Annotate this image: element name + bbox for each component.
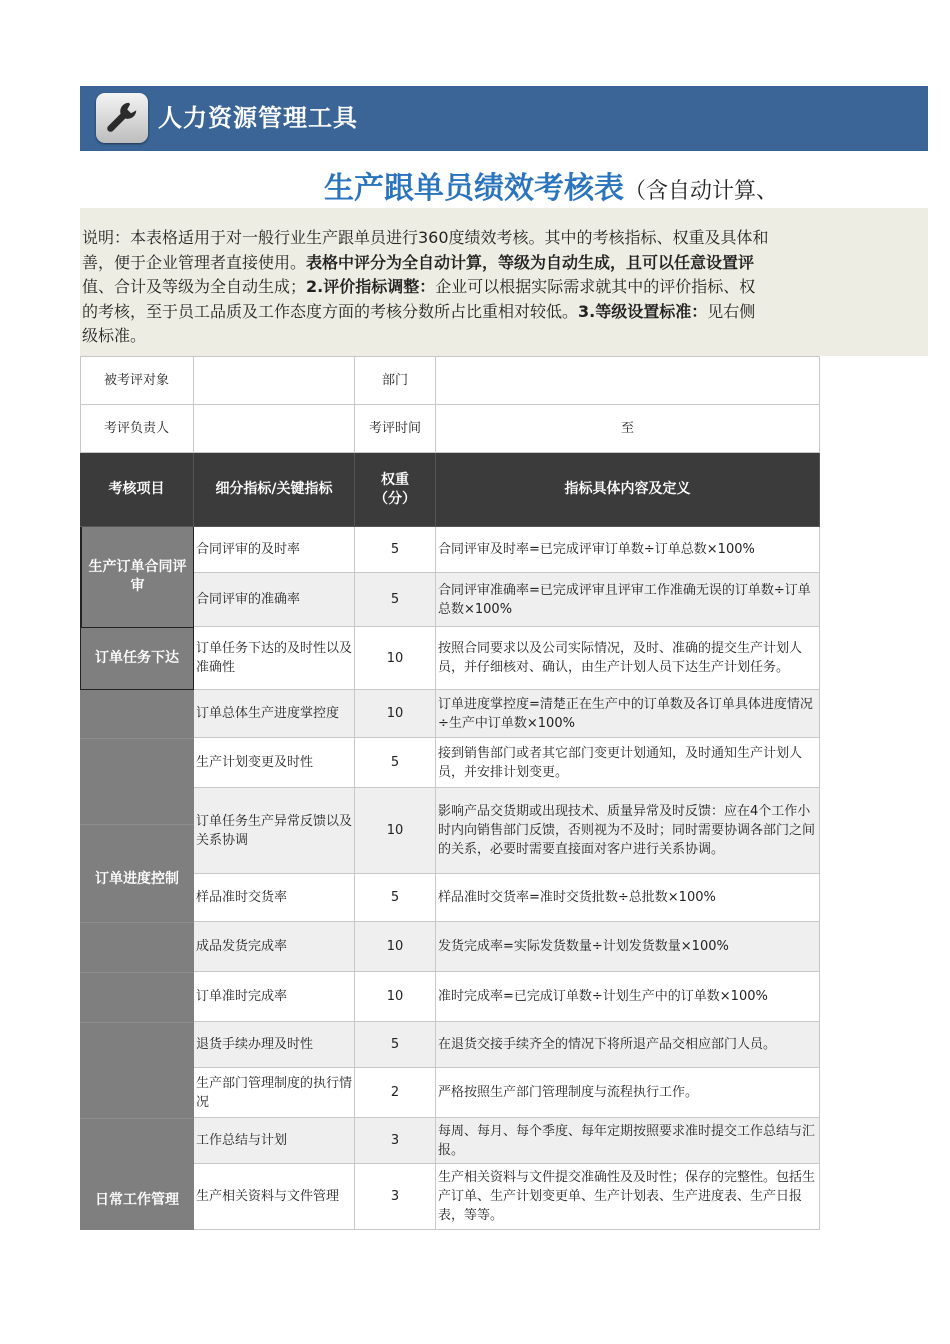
description-text	[82, 226, 824, 349]
row-11-weight: 3	[355, 1118, 436, 1164]
page-title	[324, 163, 778, 207]
row-11-indicator: 工作总结与计划	[194, 1118, 355, 1164]
row-12-weight: 3	[355, 1164, 436, 1230]
row-6-definition: 样品准时交货率=准时交货批数÷总批数×100%	[436, 874, 820, 922]
row-2-weight: 10	[355, 627, 436, 690]
row-4-definition: 接到销售部门或者其它部门变更计划通知，及时通知生产计划人员，并安排计划变更。	[436, 738, 820, 788]
dept-value[interactable]	[436, 356, 820, 405]
row-3-indicator: 订单总体生产进度掌控度	[194, 690, 355, 738]
owner-label: 考评负责人	[80, 405, 194, 453]
row-5-indicator: 订单任务生产异常反馈以及关系协调	[194, 788, 355, 874]
row-9-weight: 5	[355, 1022, 436, 1068]
row-2-indicator: 订单任务下达的及时性以及准确性	[194, 627, 355, 690]
desc-b1: 表格中评分为全自动计算，等级为自动生成，且可以任意设置评	[306, 252, 755, 272]
dept-label: 部门	[355, 356, 436, 405]
header-weight: 权重 （分）	[355, 453, 436, 527]
row-10-weight: 2	[355, 1068, 436, 1118]
desc-b3: 3.等级设置标准：	[578, 301, 708, 321]
header-item: 考核项目	[80, 453, 194, 527]
desc-t4: 企业可以根据实际需求就其中的评价指标、权	[435, 277, 756, 297]
category-daily-management: 日常工作管理	[80, 1068, 194, 1230]
row-2-definition: 按照合同要求以及公司实际情况，及时、准确的提交生产计划人员，并仔细核对、确认，由生产计划人员下达生产计划任务。	[436, 627, 820, 690]
category-contract-review: 生产订单合同评审	[80, 527, 194, 627]
row-8-definition: 准时完成率=已完成订单数÷计划生产中的订单数×100%	[436, 972, 820, 1022]
row-7-indicator: 成品发货完成率	[194, 922, 355, 972]
app-title: 人力资源管理工具	[158, 104, 358, 132]
row-1-weight: 5	[355, 573, 436, 627]
subject-label: 被考评对象	[80, 356, 194, 405]
row-3-definition: 订单进度掌控度=清楚正在生产中的订单数及各订单具体进度情况÷生产中订单数×100%	[436, 690, 820, 738]
row-0-weight: 5	[355, 527, 436, 573]
header-indicator: 细分指标/关键指标	[194, 453, 355, 527]
row-6-indicator: 样品准时交货率	[194, 874, 355, 922]
row-9-definition: 在退货交接手续齐全的情况下将所退产品交相应部门人员。	[436, 1022, 820, 1068]
desc-t7: 级标准。	[82, 326, 147, 346]
row-6-weight: 5	[355, 874, 436, 922]
row-12-indicator: 生产相关资料与文件管理	[194, 1164, 355, 1230]
row-10-definition: 严格按照生产部门管理制度与流程执行工作。	[436, 1068, 820, 1118]
row-0-indicator: 合同评审的及时率	[194, 527, 355, 573]
row-8-weight: 10	[355, 972, 436, 1022]
row-12-definition: 生产相关资料与文件提交准确性及及时性；保存的完整性。包括生产订单、生产计划变更单、生产计划表、生产进度表、生产日报表，等等。	[436, 1164, 820, 1230]
row-1-definition: 合同评审准确率=已完成评审且评审工作准确无误的订单数÷订单总数×100%	[436, 573, 820, 627]
row-3-weight: 10	[355, 690, 436, 738]
row-9-indicator: 退货手续办理及时性	[194, 1022, 355, 1068]
desc-t3: 值、合计及等级为全自动生成；	[82, 277, 307, 297]
row-4-indicator: 生产计划变更及时性	[194, 738, 355, 788]
row-7-weight: 10	[355, 922, 436, 972]
row-1-indicator: 合同评审的准确率	[194, 573, 355, 627]
time-value[interactable]: 至	[436, 405, 820, 453]
row-4-weight: 5	[355, 738, 436, 788]
row-7-definition: 发货完成率=实际发货数量÷计划发货数量×100%	[436, 922, 820, 972]
category-order-dispatch: 订单任务下达	[80, 627, 194, 690]
row-5-definition: 影响产品交货期或出现技术、质量异常及时反馈：应在4个工作小时内向销售部门反馈，否则视为不及时；同时需要协调各部门之间的关系，必要时需要直接面对客户进行关系协调。	[436, 788, 820, 874]
row-0-definition: 合同评审及时率=已完成评审订单数÷订单总数×100%	[436, 527, 820, 573]
description-box	[80, 208, 928, 356]
header-definition: 指标具体内容及定义	[436, 453, 820, 527]
desc-t2: 善，便于企业管理者直接使用。	[82, 252, 307, 272]
category-progress-control: 订单进度控制	[80, 690, 194, 1068]
desc-b2: 2.评价指标调整：	[306, 277, 436, 297]
desc-t1: 说明：本表格适用于对一般行业生产跟单员进行360度绩效考核。其中的考核指标、权重及具体和	[82, 228, 769, 247]
row-5-weight: 10	[355, 788, 436, 874]
title-sub: （含自动计算、	[624, 179, 779, 204]
owner-value[interactable]	[194, 405, 355, 453]
row-8-indicator: 订单准时完成率	[194, 972, 355, 1022]
subject-value[interactable]	[194, 356, 355, 405]
time-label: 考评时间	[355, 405, 436, 453]
row-10-indicator: 生产部门管理制度的执行情况	[194, 1068, 355, 1118]
title-main: 生产跟单员绩效考核表	[324, 171, 624, 206]
app-banner	[80, 86, 928, 151]
desc-t5: 的考核，至于员工品质及工作态度方面的考核分数所占比重相对较低。	[82, 301, 579, 321]
wrench-icon	[96, 93, 148, 143]
desc-t6: 见右侧	[707, 301, 756, 321]
row-11-definition: 每周、每月、每个季度、每年定期按照要求准时提交工作总结与汇报。	[436, 1118, 820, 1164]
